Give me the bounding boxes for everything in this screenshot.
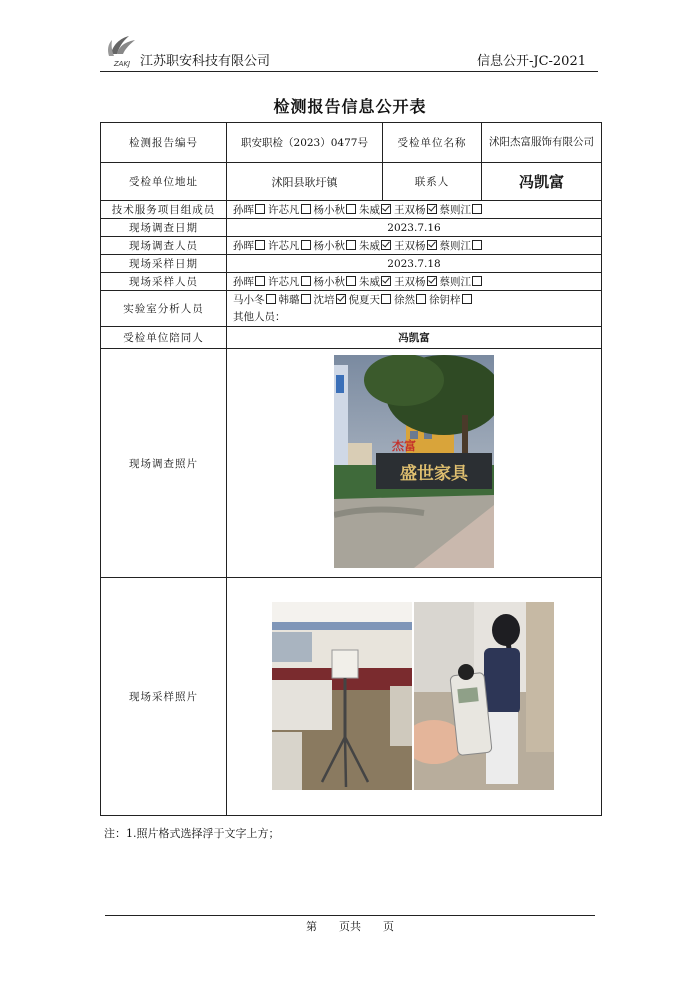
survey-photo-label: 现场调查照片 <box>101 349 227 578</box>
escort-label: 受检单位陪同人 <box>101 327 227 349</box>
person-name: 沈培 <box>313 293 335 306</box>
person-checkbox[interactable] <box>301 204 311 214</box>
surveyors <box>227 237 602 255</box>
samplers <box>227 273 602 291</box>
sampling-photo-label: 现场采样照片 <box>101 578 227 816</box>
person-checkbox[interactable] <box>381 276 391 286</box>
person-name: 朱威 <box>359 276 380 288</box>
person-name: 蔡则江 <box>439 276 471 288</box>
person-checkbox[interactable] <box>255 204 265 214</box>
person-checkbox[interactable] <box>472 276 482 286</box>
sampling-photo-right <box>414 602 554 790</box>
contact-value: 冯凯富 <box>482 163 602 201</box>
sampling-photo-left <box>272 602 412 790</box>
sign-top: 杰富 <box>392 439 417 453</box>
person-name: 许芯凡 <box>268 240 300 252</box>
person-name: 马小冬 <box>233 293 265 306</box>
sampling-date-label: 现场采样日期 <box>101 255 227 273</box>
person-checkbox[interactable] <box>346 204 356 214</box>
person-checkbox[interactable] <box>381 240 391 250</box>
address-value: 沭阳县耿圩镇 <box>227 163 383 201</box>
person-checkbox[interactable] <box>346 240 356 250</box>
person-name: 蔡则江 <box>439 204 471 216</box>
survey-photo <box>334 355 494 568</box>
person-name: 朱威 <box>359 240 380 252</box>
person-name: 蔡则江 <box>439 240 471 252</box>
person-name: 孙晖 <box>233 204 254 216</box>
person-checkbox[interactable] <box>266 294 276 304</box>
client-name-label: 受检单位名称 <box>383 123 482 163</box>
person-name: 王双杨 <box>394 204 426 216</box>
sampling-photo-cell <box>227 578 602 816</box>
person-name: 韩璐 <box>278 293 300 306</box>
survey-photo-cell <box>227 349 602 578</box>
person-name: 徐钥梓 <box>429 293 461 306</box>
person-name: 王双杨 <box>394 240 426 252</box>
sampling-date-value: 2023.7.18 <box>227 255 602 273</box>
person-name: 朱威 <box>359 204 380 216</box>
person-checkbox[interactable] <box>427 276 437 286</box>
person-checkbox[interactable] <box>346 276 356 286</box>
report-info-table <box>100 122 602 816</box>
page-header <box>100 30 600 72</box>
company-logo <box>105 32 139 68</box>
person-checkbox[interactable] <box>255 276 265 286</box>
person-checkbox[interactable] <box>472 240 482 250</box>
person-name: 杨小秋 <box>313 276 345 288</box>
person-checkbox[interactable] <box>462 294 472 304</box>
report-no-label: 检测报告编号 <box>101 123 227 163</box>
surveyors-label: 现场调查人员 <box>101 237 227 255</box>
survey-date-label: 现场调查日期 <box>101 219 227 237</box>
report-no-value: 职安职检（2023）0477号 <box>227 123 383 163</box>
page-title: 检测报告信息公开表 <box>273 97 427 116</box>
client-name-value: 沭阳杰富服饰有限公司 <box>482 123 602 163</box>
person-name: 杨小秋 <box>313 240 345 252</box>
address-label: 受检单位地址 <box>101 163 227 201</box>
person-name: 王双杨 <box>394 276 426 288</box>
samplers-label: 现场采样人员 <box>101 273 227 291</box>
sign-main: 盛世家具 <box>400 464 468 484</box>
lab-label: 实验室分析人员 <box>101 291 227 327</box>
person-checkbox[interactable] <box>255 240 265 250</box>
page-number: 第 页共 页 <box>306 920 394 933</box>
footer-divider <box>105 915 595 916</box>
lab-others: 其他人员： <box>233 310 286 323</box>
person-checkbox[interactable] <box>427 240 437 250</box>
person-checkbox[interactable] <box>427 204 437 214</box>
person-name: 倪夏天 <box>348 293 380 306</box>
survey-date-value: 2023.7.16 <box>227 219 602 237</box>
lab-analysts <box>233 292 597 309</box>
company-name: 江苏职安科技有限公司 <box>140 54 271 69</box>
person-checkbox[interactable] <box>301 294 311 304</box>
person-name: 孙晖 <box>233 276 254 288</box>
logo-text: ZAKJ <box>113 60 131 68</box>
person-checkbox[interactable] <box>381 204 391 214</box>
person-checkbox[interactable] <box>301 276 311 286</box>
contact-label: 联系人 <box>383 163 482 201</box>
team-members <box>227 201 602 219</box>
person-name: 杨小秋 <box>313 204 345 216</box>
header-divider <box>100 71 598 72</box>
person-name: 许芯凡 <box>268 204 300 216</box>
person-checkbox[interactable] <box>472 204 482 214</box>
person-name: 徐然 <box>394 293 415 306</box>
document-code: 信息公开-JC-2021 <box>476 54 586 69</box>
person-checkbox[interactable] <box>336 294 346 304</box>
escort-value: 冯凯富 <box>227 327 602 349</box>
team-label: 技术服务项目组成员 <box>101 201 227 219</box>
person-name: 孙晖 <box>233 240 254 252</box>
footnote: 注：1.照片格式选择浮于文字上方； <box>104 827 280 840</box>
person-checkbox[interactable] <box>381 294 391 304</box>
person-checkbox[interactable] <box>301 240 311 250</box>
person-name: 许芯凡 <box>268 276 300 288</box>
person-checkbox[interactable] <box>416 294 426 304</box>
